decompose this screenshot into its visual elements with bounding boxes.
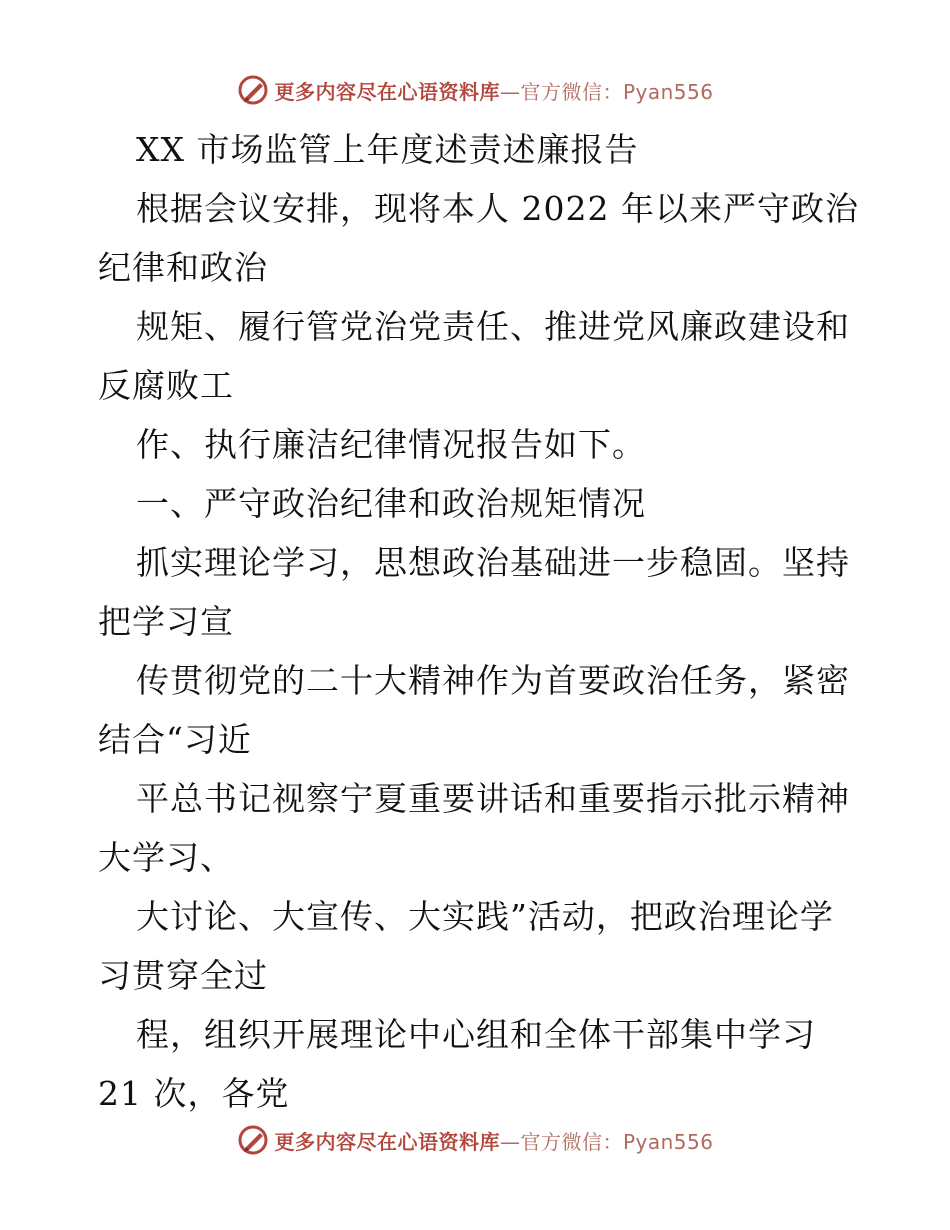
text-line: 习贯穿全过 [98, 956, 268, 995]
section-heading: 一、严守政治纪律和政治规矩情况 [136, 484, 646, 523]
watermark-tail-text: —官方微信：Pyan556 [499, 1129, 714, 1154]
text-line: 结合“习近 [98, 720, 252, 759]
watermark-tail-text: —官方微信：Pyan556 [499, 79, 714, 104]
text-line: 程，组织开展理论中心组和全体干部集中学习 [136, 1015, 816, 1054]
watermark-text [274, 76, 713, 105]
watermark-banner-bottom [0, 1120, 950, 1160]
document-title: XX 市场监管上年度述责述廉报告 [136, 130, 639, 169]
text-line: 作、执行廉洁纪律情况报告如下。 [136, 425, 646, 464]
watermark-lead-text: 更多内容尽在心语资料库 [274, 79, 500, 104]
watermark-banner-top [0, 70, 950, 110]
text-line: 大讨论、大宣传、大实践”活动，把政治理论学 [136, 897, 834, 936]
text-line: 大学习、 [98, 838, 234, 877]
document-body [98, 120, 858, 1123]
pen-seal-logo-icon [236, 73, 270, 107]
pen-seal-logo-icon [236, 1123, 270, 1157]
watermark-lead-text: 更多内容尽在心语资料库 [274, 1129, 500, 1154]
text-line: 把学习宣 [98, 602, 234, 641]
text-line: 传贯彻党的二十大精神作为首要政治任务，紧密 [136, 661, 850, 700]
text-line: 根据会议安排，现将本人 2022 年以来严守政治 [136, 189, 859, 228]
watermark-text [274, 1126, 713, 1155]
text-line: 抓实理论学习，思想政治基础进一步稳固。坚持 [136, 543, 850, 582]
text-line: 纪律和政治 [98, 248, 268, 287]
text-line: 平总书记视察宁夏重要讲话和重要指示批示精神 [136, 779, 850, 818]
text-line: 21 次，各党 [98, 1074, 290, 1113]
text-line: 规矩、履行管党治党责任、推进党风廉政建设和 [136, 307, 850, 346]
text-line: 反腐败工 [98, 366, 234, 405]
